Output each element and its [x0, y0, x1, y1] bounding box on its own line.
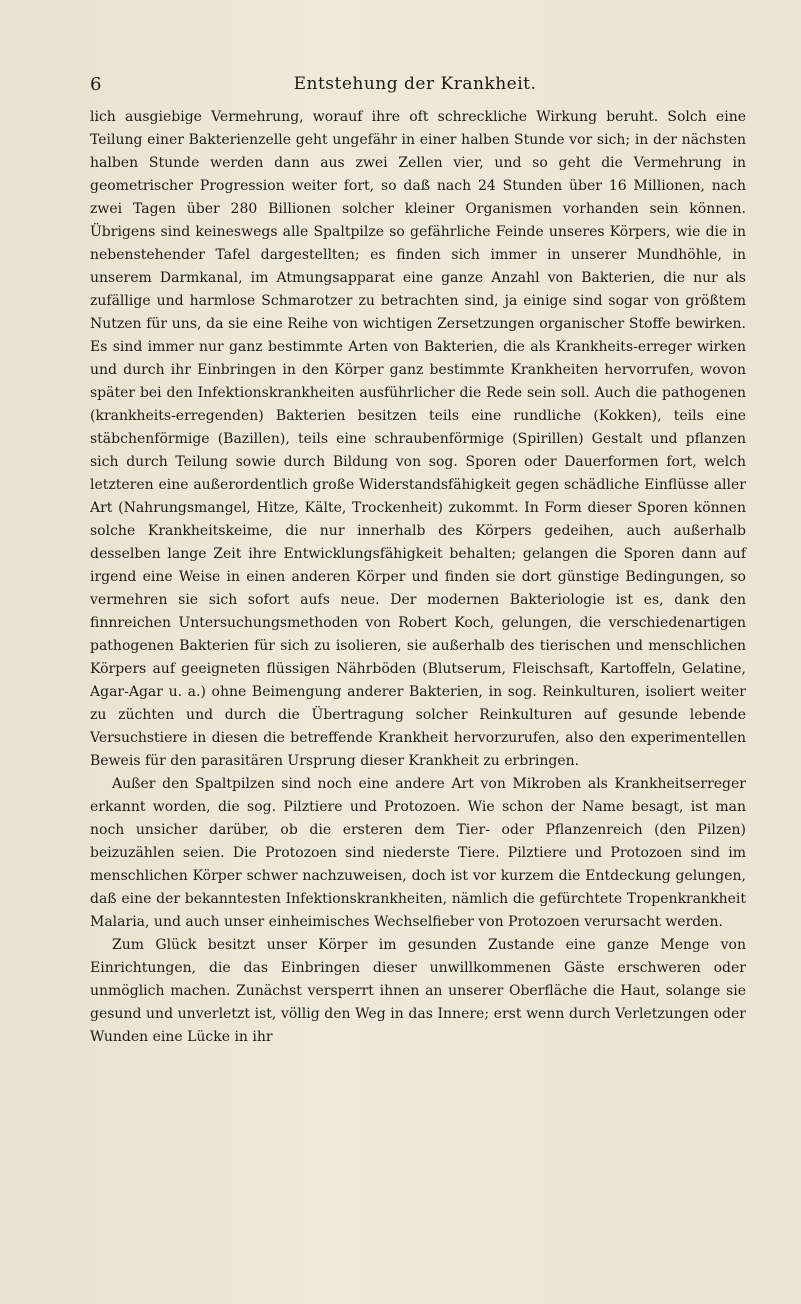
- running-title: Entstehung der Krankheit.: [293, 74, 537, 94]
- paragraph-protozoa: Außer den Spaltpilzen sind noch eine andere Art von Mikroben als Krankheitserreger erkannt worden, die sog. Pilztiere und Protozoen. Wie schon der Name besagt, ist man noch unsicher darüber, ob die ersteren dem Tier- oder Pflanzenreich (den Pilzen) beizuzählen seien. Die Protozoen sind niederste Tiere. Pilztiere und Protozoen sind im menschlichen Körper schwer nachzuweisen, doch ist vor kurzem die Entdeckung gelungen, daß eine der bekanntesten Infektionskrankheiten, nämlich die gefürchtete Tropenkrankheit Malaria, und auch unser einheimisches Wechselfieber von Protozoen verursacht werden.: [90, 776, 746, 930]
- body-text: [90, 106, 746, 1049]
- paragraph-body-defenses: Zum Glück besitzt unser Körper im gesunden Zustande eine ganze Menge von Einrichtungen, die das Einbringen dieser unwillkommenen Gäste erschweren oder unmöglich machen. Zunächst versperrt ihnen an unserer Oberfläche die Haut, solange sie gesund und unverletzt ist, völlig den Weg in das Innere; erst wenn durch Verletzungen oder Wunden eine Lücke in ihr: [90, 937, 746, 1045]
- paragraph-bacteria-multiplication: lich ausgiebige Vermehrung, worauf ihre oft schreckliche Wirkung beruht. Solch eine Teilung einer Bakterienzelle geht ungefähr in einer halben Stunde vor sich; in der nächsten halben Stunde werden dann aus zwei Zellen vier, und so geht die Vermehrung in geometrischer Progression weiter fort, so daß nach 24 Stunden über 16 Millionen, nach zwei Tagen über 280 Billionen solcher kleiner Organismen vorhanden sein können. Übrigens sind keineswegs alle Spaltpilze so gefährliche Feinde unseres Körpers, wie die in nebenstehender Tafel dargestellten; es finden sich immer in unserer Mundhöhle, in unserem Darmkanal, im Atmungsapparat eine ganze Anzahl von Bakterien, die nur als zufällige und harmlose Schmarotzer zu betrachten sind, ja einige sind sogar von größtem Nutzen für uns, da sie eine Reihe von wichtigen Zersetzungen organischer Stoffe bewirken. Es sind immer nur ganz bestimmte Arten von Bakterien, die als Krankheits-erreger wirken und durch ihr Einbringen in den Körper ganz bestimmte Krankheiten hervorrufen, wovon später bei den Infektionskrankheiten ausführlicher die Rede sein soll. Auch die pathogenen (krankheits-erregenden) Bakterien besitzen teils eine rundliche (Kokken), teils eine stäbchenförmige (Bazillen), teils eine schraubenförmige (Spirillen) Gestalt und pflanzen sich durch Teilung sowie durch Bildung von sog. Sporen oder Dauerformen fort, welch letzteren eine außerordentlich große Widerstandsfähigkeit gegen schädliche Einflüsse aller Art (Nahrungsmangel, Hitze, Kälte, Trockenheit) zukommt. In Form dieser Sporen können solche Krankheitskeime, die nur innerhalb des Körpers gedeihen, auch außerhalb desselben lange Zeit ihre Entwicklungsfähigkeit behalten; gelangen die Sporen dann auf irgend eine Weise in einen anderen Körper und finden sie dort günstige Bedingungen, so vermehren sie sich sofort aufs neue. Der modernen Bakteriologie ist es, dank den finnreichen Untersuchungsmethoden von Robert Koch, gelungen, die verschiedenartigen pathogenen Bakterien für sich zu isolieren, sie außerhalb des tierischen und menschlichen Körpers auf geeigneten flüssigen Nährböden (Blutserum, Fleischsaft, Kartoffeln, Gelatine, Agar-Agar u. a.) ohne Beimengung anderer Bakterien, in sog. Reinkulturen, isoliert weiter zu züchten und durch die Übertragung solcher Reinkulturen auf gesunde lebende Versuchstiere in diesen die betreffende Krankheit hervorzurufen, also den experimentellen Beweis für den parasitären Ursprung dieser Krankheit zu erbringen.: [90, 109, 746, 769]
- page-number: 6: [90, 74, 102, 95]
- running-head: [90, 74, 740, 100]
